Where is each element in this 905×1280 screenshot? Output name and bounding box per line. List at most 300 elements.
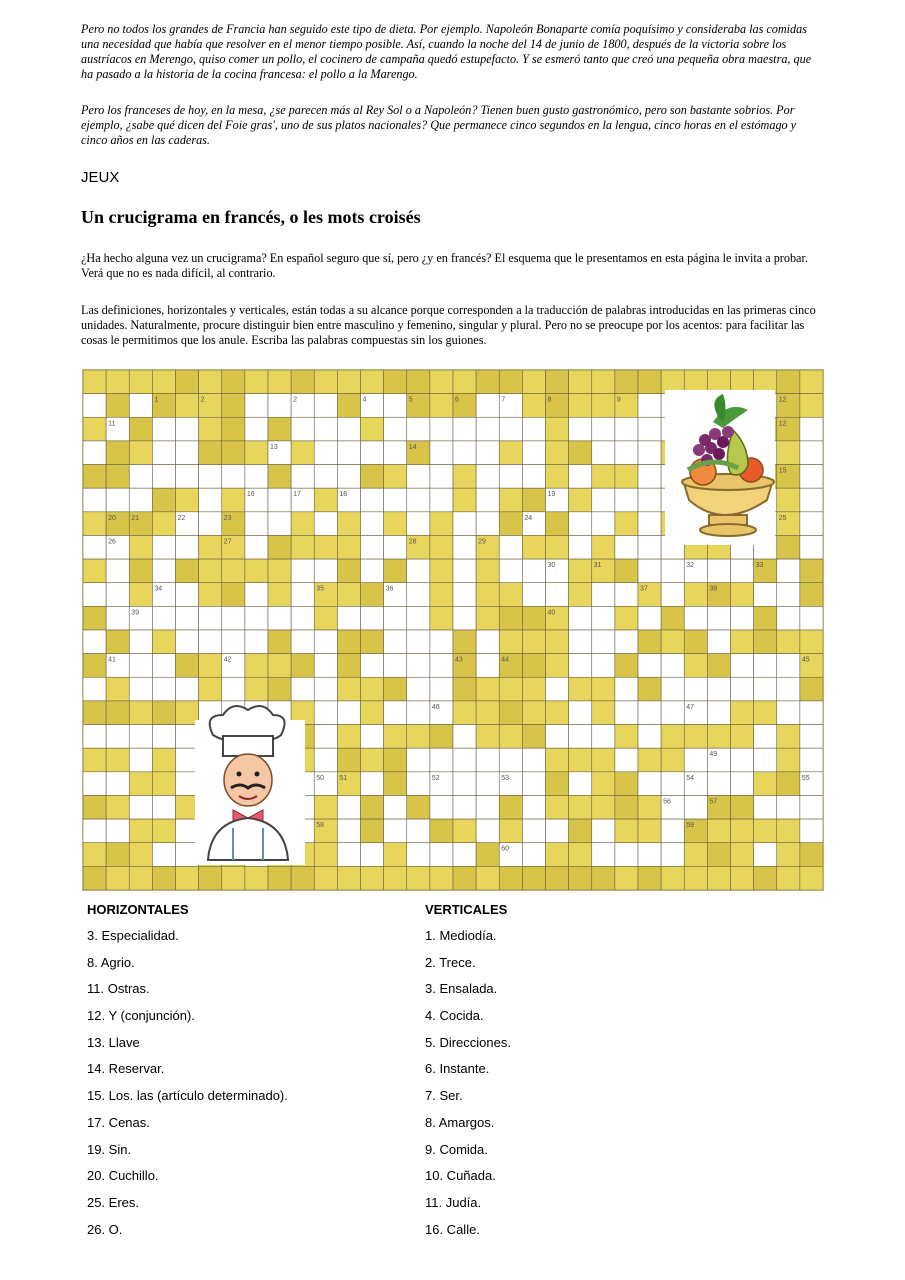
grid-cell[interactable]: [407, 843, 430, 867]
grid-cell[interactable]: [731, 677, 754, 701]
grid-cell[interactable]: [638, 465, 661, 489]
grid-cell[interactable]: [407, 748, 430, 772]
grid-cell[interactable]: [476, 417, 499, 441]
grid-cell[interactable]: [384, 630, 407, 654]
grid-cell[interactable]: [661, 654, 684, 678]
grid-cell[interactable]: [499, 559, 522, 583]
grid-cell[interactable]: [707, 701, 730, 725]
grid-cell[interactable]: [499, 417, 522, 441]
grid-cell[interactable]: [106, 772, 129, 796]
grid-cell[interactable]: [129, 465, 152, 489]
grid-cell[interactable]: [129, 748, 152, 772]
grid-cell[interactable]: [129, 725, 152, 749]
grid-cell[interactable]: [754, 795, 777, 819]
grid-cell[interactable]: [453, 772, 476, 796]
grid-cell[interactable]: [638, 559, 661, 583]
grid-cell[interactable]: [430, 630, 453, 654]
grid-block-cell: [615, 512, 638, 536]
grid-cell[interactable]: [245, 630, 268, 654]
grid-cell[interactable]: [476, 394, 499, 418]
grid-cell[interactable]: [684, 795, 707, 819]
grid-cell[interactable]: [684, 677, 707, 701]
grid-cell[interactable]: [546, 725, 569, 749]
grid-cell[interactable]: [407, 583, 430, 607]
grid-block-cell: [638, 866, 661, 890]
grid-cell[interactable]: [337, 606, 360, 630]
grid-cell[interactable]: [361, 843, 384, 867]
grid-cell[interactable]: [314, 441, 337, 465]
grid-cell[interactable]: [453, 559, 476, 583]
grid-cell[interactable]: [430, 417, 453, 441]
grid-cell[interactable]: [83, 772, 106, 796]
grid-cell[interactable]: [800, 465, 823, 489]
grid-cell[interactable]: [314, 559, 337, 583]
grid-cell[interactable]: [777, 677, 800, 701]
grid-cell[interactable]: [83, 394, 106, 418]
grid-cell[interactable]: [453, 606, 476, 630]
grid-block-cell: [476, 559, 499, 583]
grid-cell[interactable]: [106, 559, 129, 583]
grid-cell[interactable]: [361, 488, 384, 512]
grid-cell[interactable]: [569, 630, 592, 654]
grid-cell[interactable]: [476, 772, 499, 796]
grid-cell[interactable]: [314, 394, 337, 418]
grid-cell[interactable]: [199, 488, 222, 512]
grid-cell[interactable]: [291, 465, 314, 489]
grid-cell[interactable]: [268, 394, 291, 418]
grid-cell[interactable]: [337, 819, 360, 843]
grid-cell[interactable]: [800, 512, 823, 536]
grid-cell[interactable]: [800, 417, 823, 441]
grid-cell[interactable]: [337, 441, 360, 465]
grid-block-cell: [707, 725, 730, 749]
grid-cell[interactable]: [800, 441, 823, 465]
grid-cell[interactable]: [499, 535, 522, 559]
grid-cell[interactable]: [546, 819, 569, 843]
grid-cell[interactable]: [407, 677, 430, 701]
grid-cell[interactable]: [476, 441, 499, 465]
grid-cell[interactable]: [176, 677, 199, 701]
grid-cell[interactable]: [222, 677, 245, 701]
grid-cell[interactable]: [684, 748, 707, 772]
grid-cell[interactable]: [592, 843, 615, 867]
grid-cell[interactable]: [522, 819, 545, 843]
grid-cell[interactable]: [754, 725, 777, 749]
clue-number: 26: [108, 538, 116, 546]
grid-cell[interactable]: [407, 819, 430, 843]
grid-cell[interactable]: [407, 606, 430, 630]
grid-cell[interactable]: [314, 725, 337, 749]
grid-block-cell: [337, 394, 360, 418]
grid-cell[interactable]: [522, 559, 545, 583]
grid-cell[interactable]: [638, 535, 661, 559]
grid-cell[interactable]: [638, 843, 661, 867]
grid-cell[interactable]: [522, 441, 545, 465]
grid-cell[interactable]: [176, 465, 199, 489]
grid-cell[interactable]: [199, 606, 222, 630]
grid-cell[interactable]: [337, 843, 360, 867]
grid-cell[interactable]: [638, 417, 661, 441]
grid-cell[interactable]: [407, 772, 430, 796]
grid-cell[interactable]: [754, 843, 777, 867]
grid-cell[interactable]: [337, 465, 360, 489]
grid-cell[interactable]: [800, 795, 823, 819]
grid-cell[interactable]: [152, 559, 175, 583]
grid-cell[interactable]: [361, 559, 384, 583]
grid-cell[interactable]: [754, 748, 777, 772]
grid-cell[interactable]: [777, 583, 800, 607]
grid-cell[interactable]: [707, 559, 730, 583]
grid-cell[interactable]: [245, 394, 268, 418]
grid-cell[interactable]: [453, 417, 476, 441]
grid-cell[interactable]: [546, 583, 569, 607]
grid-cell[interactable]: [83, 725, 106, 749]
grid-cell[interactable]: [615, 843, 638, 867]
grid-cell[interactable]: [384, 819, 407, 843]
grid-cell[interactable]: [707, 677, 730, 701]
grid-cell[interactable]: [522, 583, 545, 607]
grid-cell[interactable]: [569, 512, 592, 536]
grid-cell[interactable]: [129, 394, 152, 418]
grid-cell[interactable]: [152, 606, 175, 630]
grid-cell[interactable]: [638, 701, 661, 725]
grid-cell[interactable]: [707, 772, 730, 796]
grid-cell[interactable]: [245, 535, 268, 559]
grid-cell[interactable]: [453, 725, 476, 749]
grid-cell[interactable]: [106, 606, 129, 630]
grid-cell[interactable]: [176, 417, 199, 441]
grid-cell[interactable]: [83, 819, 106, 843]
grid-cell[interactable]: [592, 417, 615, 441]
grid-cell[interactable]: [592, 654, 615, 678]
clue-number: 15: [778, 467, 787, 475]
grid-cell[interactable]: [522, 772, 545, 796]
grid-cell[interactable]: [476, 488, 499, 512]
grid-cell[interactable]: [638, 772, 661, 796]
grid-cell[interactable]: [314, 654, 337, 678]
grid-cell[interactable]: [129, 654, 152, 678]
grid-cell[interactable]: [314, 748, 337, 772]
grid-cell[interactable]: [384, 795, 407, 819]
grid-cell[interactable]: [638, 441, 661, 465]
grid-cell[interactable]: [384, 606, 407, 630]
grid-cell[interactable]: [361, 441, 384, 465]
grid-cell[interactable]: [245, 583, 268, 607]
grid-cell[interactable]: [453, 748, 476, 772]
grid-cell[interactable]: [222, 606, 245, 630]
grid-cell[interactable]: [453, 512, 476, 536]
grid-cell[interactable]: [569, 772, 592, 796]
grid-cell[interactable]: [592, 583, 615, 607]
grid-cell[interactable]: [176, 441, 199, 465]
grid-cell[interactable]: [638, 654, 661, 678]
grid-cell[interactable]: [106, 725, 129, 749]
grid-cell[interactable]: [129, 630, 152, 654]
grid-cell[interactable]: [222, 630, 245, 654]
grid-cell[interactable]: [569, 725, 592, 749]
grid-cell[interactable]: [314, 465, 337, 489]
grid-cell[interactable]: [592, 441, 615, 465]
grid-cell[interactable]: [176, 583, 199, 607]
grid-cell[interactable]: [522, 843, 545, 867]
grid-cell[interactable]: [361, 535, 384, 559]
grid-cell[interactable]: [800, 488, 823, 512]
grid-cell[interactable]: [476, 795, 499, 819]
grid-cell[interactable]: [361, 772, 384, 796]
grid-cell[interactable]: [800, 748, 823, 772]
grid-cell[interactable]: [800, 535, 823, 559]
grid-cell[interactable]: [384, 654, 407, 678]
grid-cell[interactable]: [546, 677, 569, 701]
grid-cell[interactable]: [83, 488, 106, 512]
grid-cell[interactable]: [152, 465, 175, 489]
grid-cell[interactable]: [661, 677, 684, 701]
grid-cell[interactable]: [152, 417, 175, 441]
grid-cell[interactable]: [684, 606, 707, 630]
clue-number: 56: [663, 798, 671, 806]
grid-cell[interactable]: [522, 465, 545, 489]
grid-cell[interactable]: [430, 677, 453, 701]
grid-cell[interactable]: [638, 512, 661, 536]
grid-cell[interactable]: [522, 417, 545, 441]
grid-cell[interactable]: [291, 677, 314, 701]
grid-cell[interactable]: [453, 441, 476, 465]
grid-cell[interactable]: [152, 441, 175, 465]
grid-cell[interactable]: [777, 701, 800, 725]
grid-cell[interactable]: [592, 819, 615, 843]
grid-cell[interactable]: [731, 748, 754, 772]
grid-cell[interactable]: [592, 512, 615, 536]
grid-cell[interactable]: [476, 512, 499, 536]
grid-cell[interactable]: [106, 488, 129, 512]
clue-number: 38: [709, 585, 718, 593]
grid-cell[interactable]: [291, 559, 314, 583]
grid-cell[interactable]: [176, 606, 199, 630]
grid-cell[interactable]: [707, 630, 730, 654]
grid-cell[interactable]: [199, 630, 222, 654]
grid-cell[interactable]: [106, 819, 129, 843]
grid-cell[interactable]: [83, 535, 106, 559]
grid-cell[interactable]: [453, 583, 476, 607]
grid-cell[interactable]: [222, 465, 245, 489]
grid-cell[interactable]: [152, 677, 175, 701]
grid-cell[interactable]: [245, 465, 268, 489]
grid-cell[interactable]: [176, 535, 199, 559]
grid-cell[interactable]: [430, 654, 453, 678]
grid-cell[interactable]: [453, 535, 476, 559]
grid-cell[interactable]: [129, 677, 152, 701]
grid-cell[interactable]: [129, 795, 152, 819]
grid-cell[interactable]: [731, 772, 754, 796]
grid-cell[interactable]: [615, 748, 638, 772]
grid-cell[interactable]: [615, 417, 638, 441]
grid-cell[interactable]: [314, 417, 337, 441]
grid-cell[interactable]: [176, 630, 199, 654]
grid-cell[interactable]: [407, 559, 430, 583]
grid-cell[interactable]: [800, 606, 823, 630]
clue-item: 11. Judía.: [425, 1194, 482, 1210]
grid-cell[interactable]: [638, 488, 661, 512]
grid-cell[interactable]: [522, 795, 545, 819]
grid-cell[interactable]: [291, 583, 314, 607]
grid-cell[interactable]: [407, 465, 430, 489]
grid-cell[interactable]: [337, 795, 360, 819]
grid-cell[interactable]: [453, 795, 476, 819]
grid-cell[interactable]: [499, 748, 522, 772]
grid-cell[interactable]: [638, 725, 661, 749]
grid-cell[interactable]: [314, 677, 337, 701]
grid-cell[interactable]: [291, 630, 314, 654]
grid-cell[interactable]: [199, 465, 222, 489]
grid-cell[interactable]: [476, 630, 499, 654]
grid-cell[interactable]: [777, 606, 800, 630]
grid-cell[interactable]: [314, 701, 337, 725]
grid-cell[interactable]: [615, 488, 638, 512]
grid-cell[interactable]: [661, 583, 684, 607]
grid-cell[interactable]: [407, 654, 430, 678]
grid-cell[interactable]: [361, 654, 384, 678]
clue-number: 47: [686, 703, 695, 711]
grid-block-cell: [707, 654, 730, 678]
grid-cell[interactable]: [407, 512, 430, 536]
grid-block-cell: [546, 512, 569, 536]
grid-block-cell: [152, 748, 175, 772]
grid-cell[interactable]: [800, 725, 823, 749]
grid-cell[interactable]: [83, 441, 106, 465]
grid-cell[interactable]: [384, 488, 407, 512]
grid-cell[interactable]: [731, 654, 754, 678]
grid-cell[interactable]: [569, 654, 592, 678]
grid-block-cell: [291, 535, 314, 559]
grid-cell[interactable]: [152, 795, 175, 819]
grid-cell[interactable]: [83, 677, 106, 701]
grid-cell[interactable]: [638, 394, 661, 418]
grid-cell[interactable]: [754, 583, 777, 607]
grid-cell[interactable]: [361, 725, 384, 749]
grid-cell[interactable]: [407, 701, 430, 725]
grid-cell[interactable]: [268, 606, 291, 630]
grid-cell[interactable]: [754, 654, 777, 678]
grid-cell[interactable]: [592, 606, 615, 630]
grid-cell[interactable]: [430, 465, 453, 489]
grid-cell[interactable]: [661, 772, 684, 796]
grid-block-cell: [546, 748, 569, 772]
grid-cell[interactable]: [407, 417, 430, 441]
grid-cell[interactable]: [569, 606, 592, 630]
grid-cell[interactable]: [592, 488, 615, 512]
grid-cell[interactable]: [615, 583, 638, 607]
grid-cell[interactable]: [384, 417, 407, 441]
grid-cell[interactable]: [337, 417, 360, 441]
grid-cell[interactable]: [476, 748, 499, 772]
grid-cell[interactable]: [314, 512, 337, 536]
grid-cell[interactable]: [615, 677, 638, 701]
grid-cell[interactable]: [476, 819, 499, 843]
grid-cell[interactable]: [361, 512, 384, 536]
grid-cell[interactable]: [384, 441, 407, 465]
grid-cell[interactable]: [476, 654, 499, 678]
grid-cell[interactable]: [800, 701, 823, 725]
grid-cell[interactable]: [569, 701, 592, 725]
grid-cell[interactable]: [430, 748, 453, 772]
grid-block-cell: [499, 725, 522, 749]
grid-cell[interactable]: [453, 843, 476, 867]
grid-cell[interactable]: [615, 441, 638, 465]
grid-cell[interactable]: [245, 417, 268, 441]
grid-cell[interactable]: [777, 559, 800, 583]
grid-cell[interactable]: [615, 701, 638, 725]
grid-cell[interactable]: [384, 701, 407, 725]
grid-cell[interactable]: [430, 441, 453, 465]
grid-block-cell: [754, 630, 777, 654]
grid-cell[interactable]: [707, 606, 730, 630]
grid-cell[interactable]: [268, 488, 291, 512]
grid-cell[interactable]: [430, 843, 453, 867]
grid-cell[interactable]: [592, 725, 615, 749]
clue-number: 21: [131, 514, 140, 522]
grid-cell[interactable]: [430, 795, 453, 819]
grid-cell[interactable]: [291, 606, 314, 630]
grid-cell[interactable]: [569, 465, 592, 489]
grid-cell[interactable]: [83, 583, 106, 607]
grid-block-cell: [430, 370, 453, 394]
grid-cell[interactable]: [152, 654, 175, 678]
grid-cell[interactable]: [384, 394, 407, 418]
grid-cell[interactable]: [361, 606, 384, 630]
grid-cell[interactable]: [476, 465, 499, 489]
grid-cell[interactable]: [83, 630, 106, 654]
grid-cell[interactable]: [291, 417, 314, 441]
grid-cell[interactable]: [407, 488, 430, 512]
grid-cell[interactable]: [800, 819, 823, 843]
grid-cell[interactable]: [199, 512, 222, 536]
grid-block-cell: [499, 370, 522, 394]
grid-cell[interactable]: [661, 819, 684, 843]
grid-cell[interactable]: [731, 559, 754, 583]
grid-cell[interactable]: [661, 559, 684, 583]
grid-cell[interactable]: [407, 630, 430, 654]
grid-cell[interactable]: [152, 535, 175, 559]
grid-cell[interactable]: [499, 465, 522, 489]
grid-cell[interactable]: [314, 630, 337, 654]
grid-cell[interactable]: [661, 843, 684, 867]
grid-cell[interactable]: [384, 535, 407, 559]
page-title: Un crucigrama en francés, o les mots croisés: [81, 207, 421, 227]
grid-cell[interactable]: [106, 583, 129, 607]
grid-cell[interactable]: [569, 417, 592, 441]
grid-cell[interactable]: [638, 606, 661, 630]
grid-cell[interactable]: [245, 606, 268, 630]
grid-cell[interactable]: [430, 488, 453, 512]
grid-cell[interactable]: [754, 677, 777, 701]
intro-p1-part2: que había que resolver en el menor tiempo posible. Así, cuando la noche del 14 de junio de 1800, después de la victoria sobre los austríacos en Merengo, quiso comer un pollo, el cocinero de campaña quedó estupefacto. Y se esmeró tanto que creó una pequeña obra maestra, que ha pasado a la historia de la cocina francesa: el pollo a la Marengo.: [81, 37, 812, 81]
grid-cell[interactable]: [731, 606, 754, 630]
grid-cell[interactable]: [152, 725, 175, 749]
grid-cell[interactable]: [777, 795, 800, 819]
grid-cell[interactable]: [522, 748, 545, 772]
grid-cell[interactable]: [661, 701, 684, 725]
grid-cell[interactable]: [569, 535, 592, 559]
grid-cell[interactable]: [152, 843, 175, 867]
grid-cell[interactable]: [615, 630, 638, 654]
grid-cell[interactable]: [268, 512, 291, 536]
grid-cell[interactable]: [777, 654, 800, 678]
grid-cell[interactable]: [245, 512, 268, 536]
grid-cell[interactable]: [129, 488, 152, 512]
grid-cell[interactable]: [337, 701, 360, 725]
grid-cell[interactable]: [592, 630, 615, 654]
grid-cell[interactable]: [615, 535, 638, 559]
